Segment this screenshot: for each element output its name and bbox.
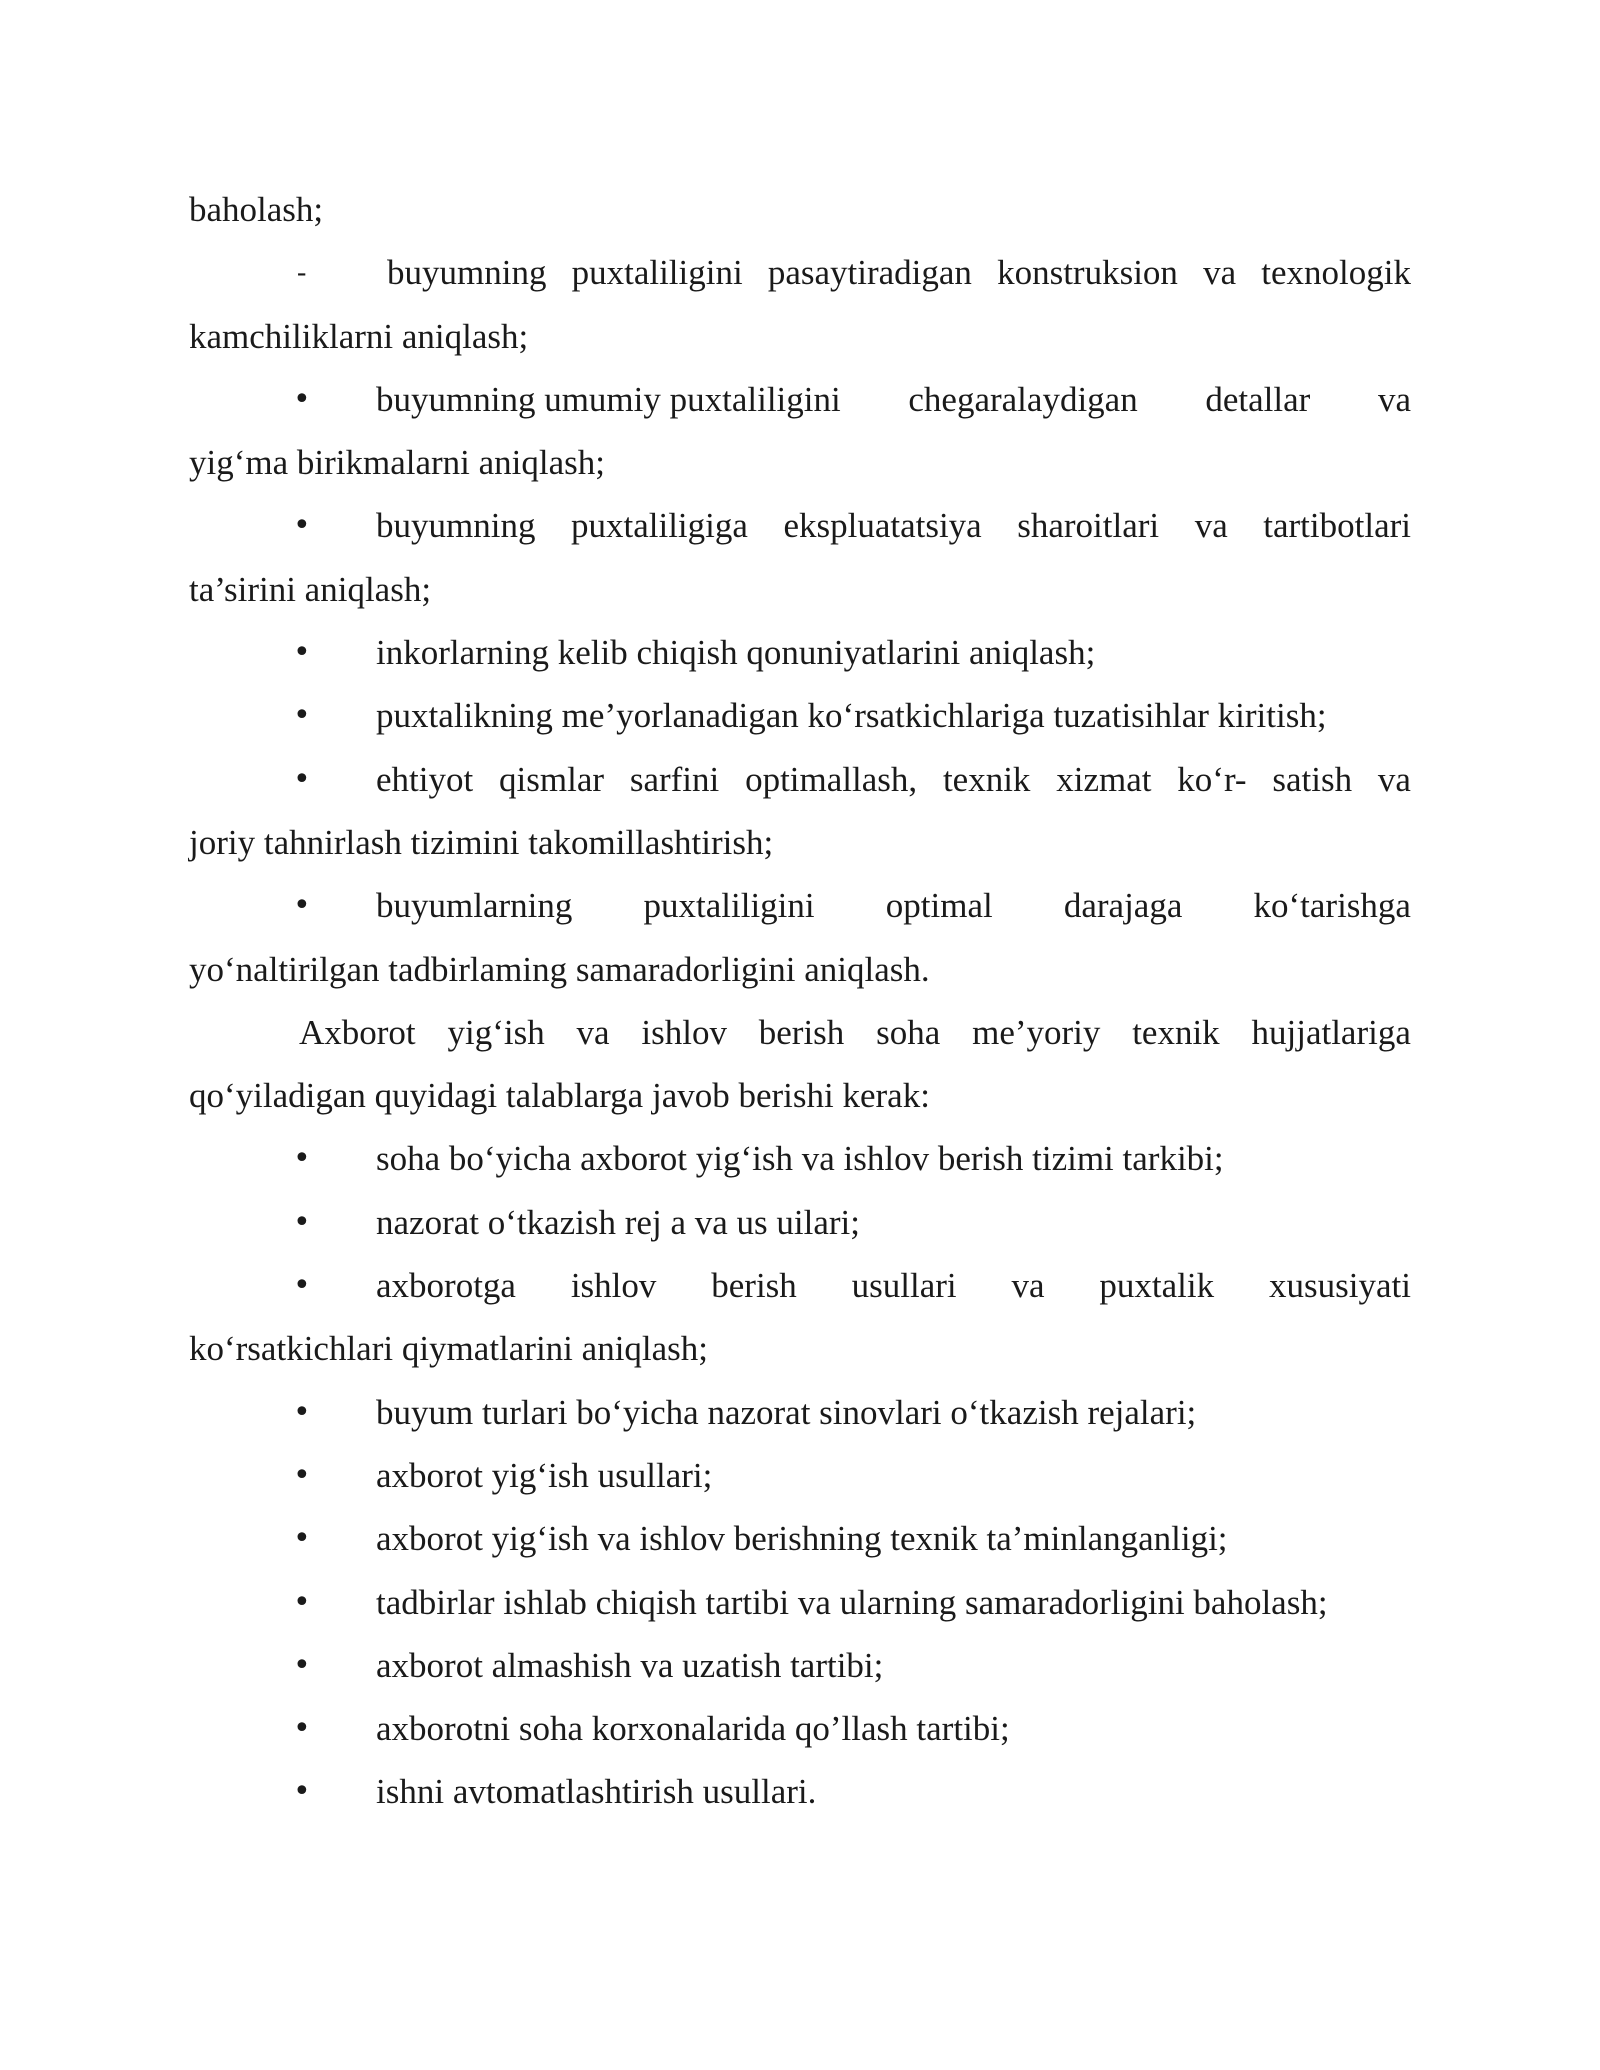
bullet-marker: • <box>293 761 311 797</box>
text-line <box>189 178 1411 241</box>
bullet-list-item: • buyumning umumiy puxtaliligini chegaralaydigan detallar va <box>189 368 1411 431</box>
bullet-list-item: • buyumlarning puxtaliligini optimal darajaga ko‘tarishga <box>189 874 1411 937</box>
bullet-list-item: • axborotni soha korxonalarida qo’llash tartibi; <box>189 1697 1411 1760</box>
bullet-marker: • <box>293 1584 311 1620</box>
bullet-list-item: • ishni avtomatlashtirish usullari. <box>189 1760 1411 1823</box>
text-line: qo‘yiladigan quyidagi talablarga javob berishi kerak: <box>189 1076 930 1116</box>
bullet-list-item: • axborotga ishlov berish usullari va puxtalik xususiyati <box>189 1254 1411 1317</box>
bullet-marker: • <box>293 1141 311 1177</box>
dash-list-item: - buyumning puxtaliligini pasaytiradigan konstruksion va texnologik <box>189 241 1411 304</box>
text-line: joriy tahnirlash tizimini takomillashtirish; <box>189 822 774 862</box>
text-line: yo‘naltirilgan tadbirlaming samaradorligini aniqlash. <box>189 949 930 989</box>
bullet-marker: • <box>293 1204 311 1240</box>
bullet-list-item: • axborot yig‘ish va ishlov berishning texnik ta’minlanganligi; <box>189 1507 1411 1570</box>
bullet-marker: • <box>293 1521 311 1557</box>
bullet-list-item: • nazorat o‘tkazish rej a va us uilari; <box>189 1191 1411 1254</box>
text-line: yig‘ma birikmalarni aniqlash; <box>189 443 606 483</box>
bullet-marker: • <box>293 635 311 671</box>
bullet-list-item: • tadbirlar ishlab chiqish tartibi va ularning samaradorligini baholash; <box>189 1571 1411 1634</box>
bullet-marker: • <box>293 698 311 734</box>
bullet-marker: • <box>293 1647 311 1683</box>
paragraph-first-line: Axborot yig‘ish va ishlov berish soha me’yoriy texnik hujjatlariga <box>299 1012 1411 1052</box>
bullet-list-item: • axborot almashish va uzatish tartibi; <box>189 1634 1411 1697</box>
bullet-list-item: • soha bo‘yicha axborot yig‘ish va ishlov berish tizimi tarkibi; <box>189 1127 1411 1190</box>
text-line: ko‘rsatkichlari qiymatlarini aniqlash; <box>189 1329 709 1369</box>
bullet-list-item: • puxtalikning me’yorlanadigan ko‘rsatkichlariga tuzatisihlar kiritish; <box>189 684 1411 747</box>
line-text: baholash; <box>189 190 324 229</box>
bullet-marker: • <box>293 381 311 417</box>
bullet-list-item: • inkorlarning kelib chiqish qonuniyatlarini aniqlash; <box>189 621 1411 684</box>
bullet-marker: • <box>293 1711 311 1747</box>
bullet-list-item: • buyumning puxtaliligiga ekspluatatsiya sharoitlari va tartibotlari <box>189 494 1411 557</box>
bullet-list-item: • ehtiyot qismlar sarfini optimallash, texnik xizmat ko‘r- satish va <box>189 748 1411 811</box>
document-page <box>189 178 1411 1824</box>
dash-marker: - <box>297 257 307 289</box>
bullet-marker: • <box>293 1268 311 1304</box>
text-line: kamchiliklarni aniqlash; <box>189 316 529 356</box>
bullet-marker: • <box>293 1457 311 1493</box>
bullet-marker: • <box>293 1774 311 1810</box>
bullet-list-item: • axborot yig‘ish usullari; <box>189 1444 1411 1507</box>
text-line: ta’sirini aniqlash; <box>189 569 432 609</box>
bullet-marker: • <box>293 888 311 924</box>
bullet-list-item: • buyum turlari bo‘yicha nazorat sinovlari o‘tkazish rejalari; <box>189 1381 1411 1444</box>
bullet-marker: • <box>293 508 311 544</box>
bullet-marker: • <box>293 1394 311 1430</box>
